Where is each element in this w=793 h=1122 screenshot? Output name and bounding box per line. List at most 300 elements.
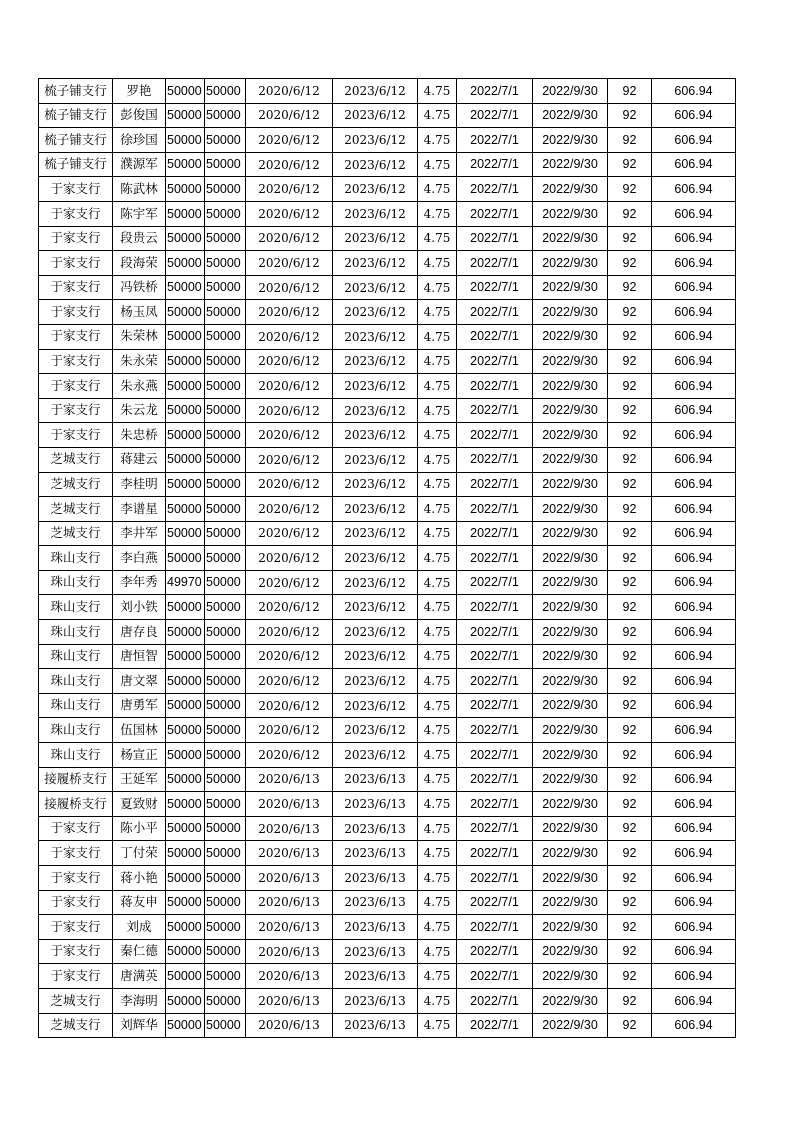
start-date-cell: 2020/6/13 bbox=[246, 1013, 333, 1038]
balance-cell: 50000 bbox=[205, 201, 246, 226]
borrower-name-cell: 唐存良 bbox=[113, 620, 166, 645]
period-end-cell: 2022/9/30 bbox=[533, 915, 608, 940]
branch-cell: 于家支行 bbox=[39, 964, 113, 989]
interest-cell: 606.94 bbox=[652, 152, 736, 177]
interest-cell: 606.94 bbox=[652, 521, 736, 546]
borrower-name-cell: 伍国林 bbox=[113, 718, 166, 743]
period-end-cell: 2022/9/30 bbox=[533, 620, 608, 645]
end-date-cell: 2023/6/12 bbox=[333, 743, 418, 768]
balance-cell: 50000 bbox=[205, 300, 246, 325]
table-row bbox=[39, 1013, 736, 1038]
branch-cell: 芝城支行 bbox=[39, 472, 113, 497]
end-date-cell: 2023/6/13 bbox=[333, 841, 418, 866]
period-start-cell: 2022/7/1 bbox=[457, 128, 533, 153]
interest-cell: 606.94 bbox=[652, 374, 736, 399]
loan-amount-cell: 50000 bbox=[166, 743, 205, 768]
loan-amount-cell: 50000 bbox=[166, 152, 205, 177]
end-date-cell: 2023/6/12 bbox=[333, 718, 418, 743]
interest-cell: 606.94 bbox=[652, 546, 736, 571]
borrower-name-cell: 蒋建云 bbox=[113, 447, 166, 472]
days-cell: 92 bbox=[608, 521, 652, 546]
loan-interest-table bbox=[38, 78, 736, 1038]
end-date-cell: 2023/6/12 bbox=[333, 128, 418, 153]
end-date-cell: 2023/6/12 bbox=[333, 423, 418, 448]
start-date-cell: 2020/6/12 bbox=[246, 226, 333, 251]
interest-cell: 606.94 bbox=[652, 669, 736, 694]
days-cell: 92 bbox=[608, 546, 652, 571]
rate-cell: 4.75 bbox=[418, 595, 457, 620]
period-end-cell: 2022/9/30 bbox=[533, 1013, 608, 1038]
table-row bbox=[39, 398, 736, 423]
period-start-cell: 2022/7/1 bbox=[457, 792, 533, 817]
days-cell: 92 bbox=[608, 915, 652, 940]
borrower-name-cell: 刘成 bbox=[113, 915, 166, 940]
period-end-cell: 2022/9/30 bbox=[533, 964, 608, 989]
start-date-cell: 2020/6/12 bbox=[246, 128, 333, 153]
start-date-cell: 2020/6/12 bbox=[246, 570, 333, 595]
days-cell: 92 bbox=[608, 275, 652, 300]
rate-cell: 4.75 bbox=[418, 939, 457, 964]
table-row bbox=[39, 546, 736, 571]
table-row bbox=[39, 816, 736, 841]
branch-cell: 于家支行 bbox=[39, 349, 113, 374]
borrower-name-cell: 朱永燕 bbox=[113, 374, 166, 399]
period-start-cell: 2022/7/1 bbox=[457, 423, 533, 448]
rate-cell: 4.75 bbox=[418, 792, 457, 817]
table-row bbox=[39, 644, 736, 669]
period-end-cell: 2022/9/30 bbox=[533, 201, 608, 226]
loan-amount-cell: 50000 bbox=[166, 251, 205, 276]
borrower-name-cell: 李年秀 bbox=[113, 570, 166, 595]
branch-cell: 于家支行 bbox=[39, 300, 113, 325]
start-date-cell: 2020/6/12 bbox=[246, 300, 333, 325]
start-date-cell: 2020/6/12 bbox=[246, 349, 333, 374]
rate-cell: 4.75 bbox=[418, 767, 457, 792]
end-date-cell: 2023/6/12 bbox=[333, 324, 418, 349]
table-row bbox=[39, 693, 736, 718]
branch-cell: 珠山支行 bbox=[39, 693, 113, 718]
start-date-cell: 2020/6/12 bbox=[246, 275, 333, 300]
days-cell: 92 bbox=[608, 1013, 652, 1038]
branch-cell: 于家支行 bbox=[39, 841, 113, 866]
days-cell: 92 bbox=[608, 767, 652, 792]
period-end-cell: 2022/9/30 bbox=[533, 472, 608, 497]
period-start-cell: 2022/7/1 bbox=[457, 324, 533, 349]
end-date-cell: 2023/6/12 bbox=[333, 300, 418, 325]
interest-cell: 606.94 bbox=[652, 890, 736, 915]
start-date-cell: 2020/6/12 bbox=[246, 693, 333, 718]
balance-cell: 50000 bbox=[205, 546, 246, 571]
rate-cell: 4.75 bbox=[418, 497, 457, 522]
start-date-cell: 2020/6/12 bbox=[246, 177, 333, 202]
branch-cell: 芝城支行 bbox=[39, 521, 113, 546]
borrower-name-cell: 冯铁桥 bbox=[113, 275, 166, 300]
end-date-cell: 2023/6/12 bbox=[333, 570, 418, 595]
table-row bbox=[39, 669, 736, 694]
interest-cell: 606.94 bbox=[652, 177, 736, 202]
balance-cell: 50000 bbox=[205, 1013, 246, 1038]
table-row bbox=[39, 251, 736, 276]
branch-cell: 于家支行 bbox=[39, 816, 113, 841]
period-start-cell: 2022/7/1 bbox=[457, 275, 533, 300]
end-date-cell: 2023/6/12 bbox=[333, 177, 418, 202]
loan-amount-cell: 50000 bbox=[166, 767, 205, 792]
period-end-cell: 2022/9/30 bbox=[533, 177, 608, 202]
balance-cell: 50000 bbox=[205, 374, 246, 399]
end-date-cell: 2023/6/12 bbox=[333, 546, 418, 571]
table-row bbox=[39, 890, 736, 915]
borrower-name-cell: 朱永荣 bbox=[113, 349, 166, 374]
start-date-cell: 2020/6/12 bbox=[246, 546, 333, 571]
branch-cell: 梳子铺支行 bbox=[39, 152, 113, 177]
balance-cell: 50000 bbox=[205, 915, 246, 940]
interest-cell: 606.94 bbox=[652, 103, 736, 128]
balance-cell: 50000 bbox=[205, 103, 246, 128]
borrower-name-cell: 丁付荣 bbox=[113, 841, 166, 866]
balance-cell: 50000 bbox=[205, 226, 246, 251]
rate-cell: 4.75 bbox=[418, 1013, 457, 1038]
period-start-cell: 2022/7/1 bbox=[457, 890, 533, 915]
rate-cell: 4.75 bbox=[418, 374, 457, 399]
period-end-cell: 2022/9/30 bbox=[533, 767, 608, 792]
borrower-name-cell: 濮源军 bbox=[113, 152, 166, 177]
branch-cell: 于家支行 bbox=[39, 226, 113, 251]
borrower-name-cell: 朱荣林 bbox=[113, 324, 166, 349]
period-end-cell: 2022/9/30 bbox=[533, 546, 608, 571]
period-start-cell: 2022/7/1 bbox=[457, 718, 533, 743]
loan-amount-cell: 50000 bbox=[166, 79, 205, 104]
interest-cell: 606.94 bbox=[652, 915, 736, 940]
days-cell: 92 bbox=[608, 398, 652, 423]
rate-cell: 4.75 bbox=[418, 546, 457, 571]
interest-cell: 606.94 bbox=[652, 816, 736, 841]
interest-cell: 606.94 bbox=[652, 964, 736, 989]
end-date-cell: 2023/6/12 bbox=[333, 349, 418, 374]
table-row bbox=[39, 128, 736, 153]
interest-cell: 606.94 bbox=[652, 79, 736, 104]
period-end-cell: 2022/9/30 bbox=[533, 374, 608, 399]
days-cell: 92 bbox=[608, 300, 652, 325]
rate-cell: 4.75 bbox=[418, 226, 457, 251]
loan-amount-cell: 50000 bbox=[166, 1013, 205, 1038]
interest-cell: 606.94 bbox=[652, 570, 736, 595]
end-date-cell: 2023/6/13 bbox=[333, 1013, 418, 1038]
start-date-cell: 2020/6/12 bbox=[246, 423, 333, 448]
borrower-name-cell: 李海明 bbox=[113, 988, 166, 1013]
loan-amount-cell: 49970 bbox=[166, 570, 205, 595]
interest-cell: 606.94 bbox=[652, 251, 736, 276]
days-cell: 92 bbox=[608, 177, 652, 202]
borrower-name-cell: 刘辉华 bbox=[113, 1013, 166, 1038]
rate-cell: 4.75 bbox=[418, 472, 457, 497]
period-end-cell: 2022/9/30 bbox=[533, 718, 608, 743]
days-cell: 92 bbox=[608, 792, 652, 817]
rate-cell: 4.75 bbox=[418, 275, 457, 300]
period-start-cell: 2022/7/1 bbox=[457, 595, 533, 620]
period-start-cell: 2022/7/1 bbox=[457, 521, 533, 546]
period-end-cell: 2022/9/30 bbox=[533, 152, 608, 177]
table-row bbox=[39, 915, 736, 940]
table-row bbox=[39, 226, 736, 251]
loan-amount-cell: 50000 bbox=[166, 988, 205, 1013]
balance-cell: 50000 bbox=[205, 767, 246, 792]
start-date-cell: 2020/6/12 bbox=[246, 595, 333, 620]
borrower-name-cell: 杨宣正 bbox=[113, 743, 166, 768]
balance-cell: 50000 bbox=[205, 398, 246, 423]
table-row bbox=[39, 841, 736, 866]
end-date-cell: 2023/6/12 bbox=[333, 620, 418, 645]
borrower-name-cell: 刘小铁 bbox=[113, 595, 166, 620]
interest-cell: 606.94 bbox=[652, 447, 736, 472]
balance-cell: 50000 bbox=[205, 177, 246, 202]
borrower-name-cell: 李井军 bbox=[113, 521, 166, 546]
days-cell: 92 bbox=[608, 251, 652, 276]
branch-cell: 于家支行 bbox=[39, 275, 113, 300]
days-cell: 92 bbox=[608, 669, 652, 694]
branch-cell: 珠山支行 bbox=[39, 743, 113, 768]
period-end-cell: 2022/9/30 bbox=[533, 890, 608, 915]
period-end-cell: 2022/9/30 bbox=[533, 988, 608, 1013]
borrower-name-cell: 彭俊国 bbox=[113, 103, 166, 128]
interest-cell: 606.94 bbox=[652, 300, 736, 325]
borrower-name-cell: 段海荣 bbox=[113, 251, 166, 276]
balance-cell: 50000 bbox=[205, 644, 246, 669]
rate-cell: 4.75 bbox=[418, 152, 457, 177]
interest-cell: 606.94 bbox=[652, 743, 736, 768]
borrower-name-cell: 李桂明 bbox=[113, 472, 166, 497]
end-date-cell: 2023/6/13 bbox=[333, 792, 418, 817]
borrower-name-cell: 蒋小艳 bbox=[113, 866, 166, 891]
rate-cell: 4.75 bbox=[418, 841, 457, 866]
period-end-cell: 2022/9/30 bbox=[533, 693, 608, 718]
branch-cell: 梳子铺支行 bbox=[39, 128, 113, 153]
interest-cell: 606.94 bbox=[652, 128, 736, 153]
days-cell: 92 bbox=[608, 447, 652, 472]
days-cell: 92 bbox=[608, 890, 652, 915]
borrower-name-cell: 罗艳 bbox=[113, 79, 166, 104]
branch-cell: 于家支行 bbox=[39, 374, 113, 399]
balance-cell: 50000 bbox=[205, 866, 246, 891]
interest-cell: 606.94 bbox=[652, 595, 736, 620]
start-date-cell: 2020/6/12 bbox=[246, 743, 333, 768]
period-start-cell: 2022/7/1 bbox=[457, 841, 533, 866]
start-date-cell: 2020/6/12 bbox=[246, 251, 333, 276]
end-date-cell: 2023/6/13 bbox=[333, 890, 418, 915]
table-row bbox=[39, 324, 736, 349]
period-end-cell: 2022/9/30 bbox=[533, 521, 608, 546]
borrower-name-cell: 朱忠桥 bbox=[113, 423, 166, 448]
period-start-cell: 2022/7/1 bbox=[457, 546, 533, 571]
balance-cell: 50000 bbox=[205, 718, 246, 743]
borrower-name-cell: 唐文翠 bbox=[113, 669, 166, 694]
rate-cell: 4.75 bbox=[418, 300, 457, 325]
branch-cell: 于家支行 bbox=[39, 324, 113, 349]
interest-cell: 606.94 bbox=[652, 201, 736, 226]
start-date-cell: 2020/6/12 bbox=[246, 398, 333, 423]
balance-cell: 50000 bbox=[205, 743, 246, 768]
days-cell: 92 bbox=[608, 324, 652, 349]
loan-amount-cell: 50000 bbox=[166, 472, 205, 497]
days-cell: 92 bbox=[608, 374, 652, 399]
period-end-cell: 2022/9/30 bbox=[533, 841, 608, 866]
balance-cell: 50000 bbox=[205, 521, 246, 546]
balance-cell: 50000 bbox=[205, 275, 246, 300]
borrower-name-cell: 唐恒智 bbox=[113, 644, 166, 669]
table-row bbox=[39, 743, 736, 768]
days-cell: 92 bbox=[608, 743, 652, 768]
end-date-cell: 2023/6/12 bbox=[333, 201, 418, 226]
loan-amount-cell: 50000 bbox=[166, 644, 205, 669]
interest-cell: 606.94 bbox=[652, 497, 736, 522]
period-end-cell: 2022/9/30 bbox=[533, 300, 608, 325]
balance-cell: 50000 bbox=[205, 816, 246, 841]
balance-cell: 50000 bbox=[205, 595, 246, 620]
table-row bbox=[39, 300, 736, 325]
loan-amount-cell: 50000 bbox=[166, 792, 205, 817]
rate-cell: 4.75 bbox=[418, 128, 457, 153]
rate-cell: 4.75 bbox=[418, 644, 457, 669]
interest-cell: 606.94 bbox=[652, 644, 736, 669]
start-date-cell: 2020/6/13 bbox=[246, 767, 333, 792]
end-date-cell: 2023/6/12 bbox=[333, 447, 418, 472]
branch-cell: 于家支行 bbox=[39, 251, 113, 276]
loan-amount-cell: 50000 bbox=[166, 300, 205, 325]
loan-amount-cell: 50000 bbox=[166, 841, 205, 866]
loan-amount-cell: 50000 bbox=[166, 103, 205, 128]
branch-cell: 于家支行 bbox=[39, 890, 113, 915]
end-date-cell: 2023/6/12 bbox=[333, 693, 418, 718]
start-date-cell: 2020/6/12 bbox=[246, 620, 333, 645]
interest-cell: 606.94 bbox=[652, 1013, 736, 1038]
rate-cell: 4.75 bbox=[418, 669, 457, 694]
table-body bbox=[39, 79, 736, 1038]
end-date-cell: 2023/6/12 bbox=[333, 644, 418, 669]
period-start-cell: 2022/7/1 bbox=[457, 1013, 533, 1038]
interest-cell: 606.94 bbox=[652, 275, 736, 300]
balance-cell: 50000 bbox=[205, 939, 246, 964]
days-cell: 92 bbox=[608, 472, 652, 497]
period-end-cell: 2022/9/30 bbox=[533, 595, 608, 620]
start-date-cell: 2020/6/12 bbox=[246, 447, 333, 472]
period-end-cell: 2022/9/30 bbox=[533, 816, 608, 841]
end-date-cell: 2023/6/13 bbox=[333, 964, 418, 989]
balance-cell: 50000 bbox=[205, 349, 246, 374]
balance-cell: 50000 bbox=[205, 79, 246, 104]
balance-cell: 50000 bbox=[205, 570, 246, 595]
period-start-cell: 2022/7/1 bbox=[457, 251, 533, 276]
table-row bbox=[39, 866, 736, 891]
loan-amount-cell: 50000 bbox=[166, 521, 205, 546]
loan-amount-cell: 50000 bbox=[166, 275, 205, 300]
period-start-cell: 2022/7/1 bbox=[457, 669, 533, 694]
end-date-cell: 2023/6/12 bbox=[333, 152, 418, 177]
loan-amount-cell: 50000 bbox=[166, 447, 205, 472]
days-cell: 92 bbox=[608, 79, 652, 104]
loan-amount-cell: 50000 bbox=[166, 226, 205, 251]
end-date-cell: 2023/6/12 bbox=[333, 374, 418, 399]
period-start-cell: 2022/7/1 bbox=[457, 866, 533, 891]
balance-cell: 50000 bbox=[205, 988, 246, 1013]
branch-cell: 于家支行 bbox=[39, 177, 113, 202]
start-date-cell: 2020/6/13 bbox=[246, 816, 333, 841]
loan-amount-cell: 50000 bbox=[166, 718, 205, 743]
days-cell: 92 bbox=[608, 939, 652, 964]
branch-cell: 梳子铺支行 bbox=[39, 103, 113, 128]
days-cell: 92 bbox=[608, 152, 652, 177]
period-start-cell: 2022/7/1 bbox=[457, 103, 533, 128]
rate-cell: 4.75 bbox=[418, 964, 457, 989]
interest-cell: 606.94 bbox=[652, 718, 736, 743]
interest-cell: 606.94 bbox=[652, 693, 736, 718]
end-date-cell: 2023/6/12 bbox=[333, 226, 418, 251]
period-start-cell: 2022/7/1 bbox=[457, 767, 533, 792]
rate-cell: 4.75 bbox=[418, 693, 457, 718]
branch-cell: 芝城支行 bbox=[39, 988, 113, 1013]
borrower-name-cell: 秦仁德 bbox=[113, 939, 166, 964]
loan-amount-cell: 50000 bbox=[166, 128, 205, 153]
table-row bbox=[39, 792, 736, 817]
end-date-cell: 2023/6/13 bbox=[333, 816, 418, 841]
table-row bbox=[39, 447, 736, 472]
start-date-cell: 2020/6/12 bbox=[246, 472, 333, 497]
period-start-cell: 2022/7/1 bbox=[457, 939, 533, 964]
start-date-cell: 2020/6/12 bbox=[246, 669, 333, 694]
days-cell: 92 bbox=[608, 718, 652, 743]
balance-cell: 50000 bbox=[205, 792, 246, 817]
table-row bbox=[39, 939, 736, 964]
end-date-cell: 2023/6/13 bbox=[333, 866, 418, 891]
period-end-cell: 2022/9/30 bbox=[533, 226, 608, 251]
borrower-name-cell: 徐珍国 bbox=[113, 128, 166, 153]
table-row bbox=[39, 79, 736, 104]
period-end-cell: 2022/9/30 bbox=[533, 423, 608, 448]
table-row bbox=[39, 472, 736, 497]
loan-amount-cell: 50000 bbox=[166, 915, 205, 940]
loan-amount-cell: 50000 bbox=[166, 890, 205, 915]
period-start-cell: 2022/7/1 bbox=[457, 816, 533, 841]
interest-cell: 606.94 bbox=[652, 398, 736, 423]
period-end-cell: 2022/9/30 bbox=[533, 743, 608, 768]
interest-cell: 606.94 bbox=[652, 472, 736, 497]
borrower-name-cell: 陈武林 bbox=[113, 177, 166, 202]
period-start-cell: 2022/7/1 bbox=[457, 79, 533, 104]
loan-amount-cell: 50000 bbox=[166, 177, 205, 202]
balance-cell: 50000 bbox=[205, 964, 246, 989]
start-date-cell: 2020/6/13 bbox=[246, 939, 333, 964]
start-date-cell: 2020/6/12 bbox=[246, 324, 333, 349]
table-row bbox=[39, 570, 736, 595]
borrower-name-cell: 段贵云 bbox=[113, 226, 166, 251]
borrower-name-cell: 陈小平 bbox=[113, 816, 166, 841]
interest-cell: 606.94 bbox=[652, 349, 736, 374]
table-row bbox=[39, 423, 736, 448]
days-cell: 92 bbox=[608, 866, 652, 891]
period-start-cell: 2022/7/1 bbox=[457, 472, 533, 497]
rate-cell: 4.75 bbox=[418, 521, 457, 546]
branch-cell: 于家支行 bbox=[39, 398, 113, 423]
period-end-cell: 2022/9/30 bbox=[533, 251, 608, 276]
end-date-cell: 2023/6/13 bbox=[333, 939, 418, 964]
period-end-cell: 2022/9/30 bbox=[533, 866, 608, 891]
period-start-cell: 2022/7/1 bbox=[457, 447, 533, 472]
borrower-name-cell: 唐满英 bbox=[113, 964, 166, 989]
rate-cell: 4.75 bbox=[418, 915, 457, 940]
interest-cell: 606.94 bbox=[652, 324, 736, 349]
loan-amount-cell: 50000 bbox=[166, 595, 205, 620]
period-start-cell: 2022/7/1 bbox=[457, 300, 533, 325]
days-cell: 92 bbox=[608, 620, 652, 645]
period-end-cell: 2022/9/30 bbox=[533, 644, 608, 669]
